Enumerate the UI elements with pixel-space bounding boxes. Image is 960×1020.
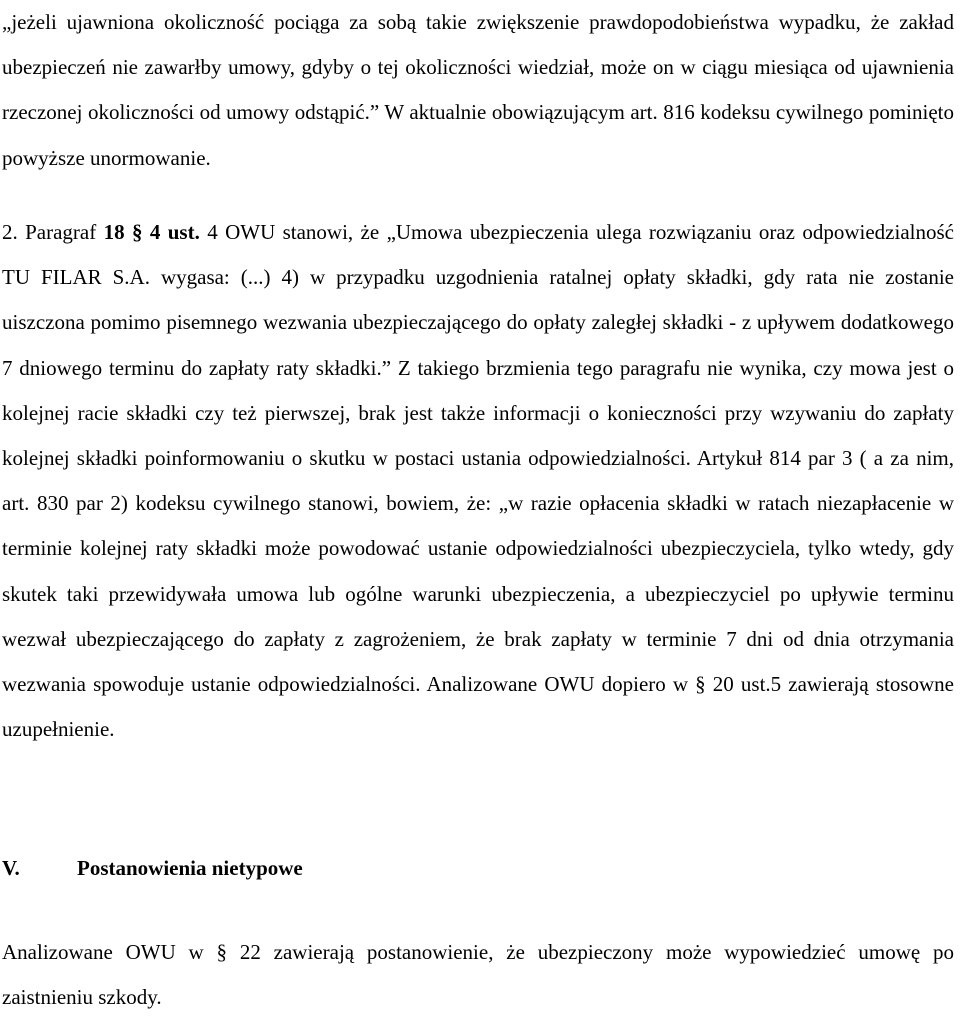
paragraph-text: Analizowane OWU w § 22 zawierają postanowienie, że ubezpieczony może wypowiedzieć umowę po zaistnieniu szkody.: [2, 940, 954, 1010]
section-number: V.: [2, 856, 20, 880]
paragraph-quote-article-816: [2, 0, 954, 181]
paragraph-prefix: 2. Paragraf: [2, 220, 104, 244]
paragraph-text: 4 OWU stanowi, że „Umowa ubezpieczenia ulega rozwiązaniu oraz odpowiedzialność TU FILAR S.A. wygasa: (...) 4) w przypadku uzgodnienia ratalnej opłaty składki, gdy rata nie zostanie uiszczona pomimo pisemnego wezwania ubezpieczającego do opłaty zaległej składki - z upływem dodatkowego 7 dniowego terminu do zapłaty raty składki.” Z takiego brzmienia tego paragrafu nie wynika, czy mowa jest o kolejnej racie składki czy też pierwszej, brak jest także informacji o konieczności przy wzywaniu do zapłaty kolejnej składki poinformowaniu o skutku w postaci ustania odpowiedzialności. Artykuł 814 par 3 ( a za nim, art. 830 par 2) kodeksu cywilnego stanowi, bowiem, że: „w razie opłacenia składki w ratach niezapłacenie w terminie kolejnej raty składki może powodować ustanie odpowiedzialności ubezpieczyciela, tylko wtedy, gdy skutek taki przewidywała umowa lub ogólne warunki ubezpieczenia, a ubezpieczyciel po upływie terminu wezwał ubezpieczającego do zapłaty z zagrożeniem, że brak zapłaty w terminie 7 dni od dnia otrzymania wezwania spowoduje ustanie odpowiedzialności. Analizowane OWU dopiero w § 20 ust.5 zawierają stosowne uzupełnienie.: [2, 220, 954, 742]
paragraph-owu-paragraph-22: [2, 930, 954, 1020]
section-title: Postanowienia nietypowe: [77, 856, 303, 880]
paragraph-bold-reference: 18 § 4 ust.: [103, 220, 200, 244]
section-heading: [2, 846, 954, 891]
paragraph-text: „jeżeli ujawniona okoliczność pociąga za sobą takie zwiększenie prawdopodobieństwa wypadku, że zakład ubezpieczeń nie zawarłby umowy, gdyby o tej okoliczności wiedział, może on w ciągu miesiąca od ujawnienia rzeczonej okoliczności od umowy odstąpić.” W aktualnie obowiązującym art. 816 kodeksu cywilnego pominięto powyższe unormowanie.: [2, 10, 954, 170]
paragraph-owu-paragraph-18: [2, 210, 954, 752]
